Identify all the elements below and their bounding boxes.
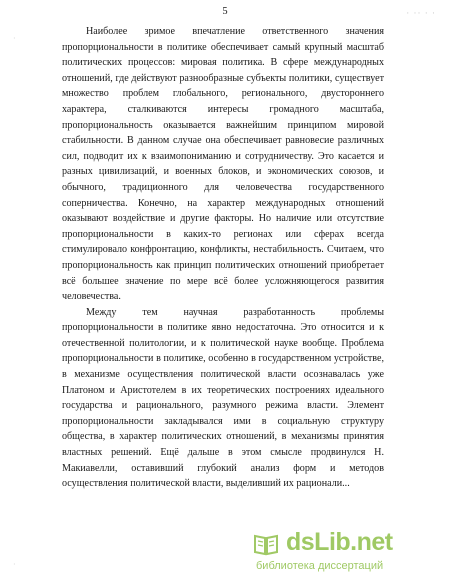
scan-artifact: ·	[13, 560, 16, 569]
paragraph: Наиболее зримое впечатление ответственного значения пропорциональности в политике обеспечивает самый крупный масштаб политических процессов: мировая политика. В сфере международных отношений, где действуют разнообразные субъекты политики, существует множество проблем глобального, регионального, двустороннего характера, сталкиваются интересы громадного масштаба, пропорциональность оказывается важнейшим принципом мировой стабильности. В данном случае она обеспечивает равновесие различных сил, подводит их к взаимопониманию и сотрудничеству. Это касается и разных цивилизаций, и военных блоков, и экономических союзов, и обычного, традиционного для человечества государственного соперничества. Конечно, на характер международных отношений оказывают воздействие и другие факторы. Но наличие или отсутствие пропорциональности в каких-то регионах или сферах всегда стимулировало конфронтацию, конфликты, нестабильность. Считаем, что пропорциональность как принцип политических отношений приобретает всё большее значение по мере всё более усложняющегося развития человечества.	[62, 26, 384, 303]
book-icon	[252, 530, 280, 558]
scan-artifact: · ·· · ·	[406, 8, 436, 18]
page-number: 5	[222, 6, 228, 17]
watermark	[244, 526, 444, 576]
body-text	[62, 24, 384, 492]
watermark-brand: dsLib.net	[286, 528, 393, 556]
scan-artifact: ·	[13, 34, 16, 43]
paragraph: Между тем научная разработанность проблемы пропорциональности в политике явно недостаточна. Это относится и к отечественной политологии, и к политической науке вообще. Проблема пропорциональности в политике, особенно в государственном устройстве, в механизме осуществления политической власти осознавалась уже Платоном и Аристотелем в их теоретических построениях идеального государства и рационального, разумного режима власти. Элемент пропорциональности закладывался ими в социальную структуру общества, в характер политических отношений, в механизмы принятия властных решений. Ещё дальше в этом смысле продвинулся Н. Макиавелли, оставивший глубокий анализ форм и методов осуществления политической власти, выделивший их рационали...	[62, 306, 384, 490]
watermark-caption: библиотека диссертаций	[256, 560, 384, 572]
